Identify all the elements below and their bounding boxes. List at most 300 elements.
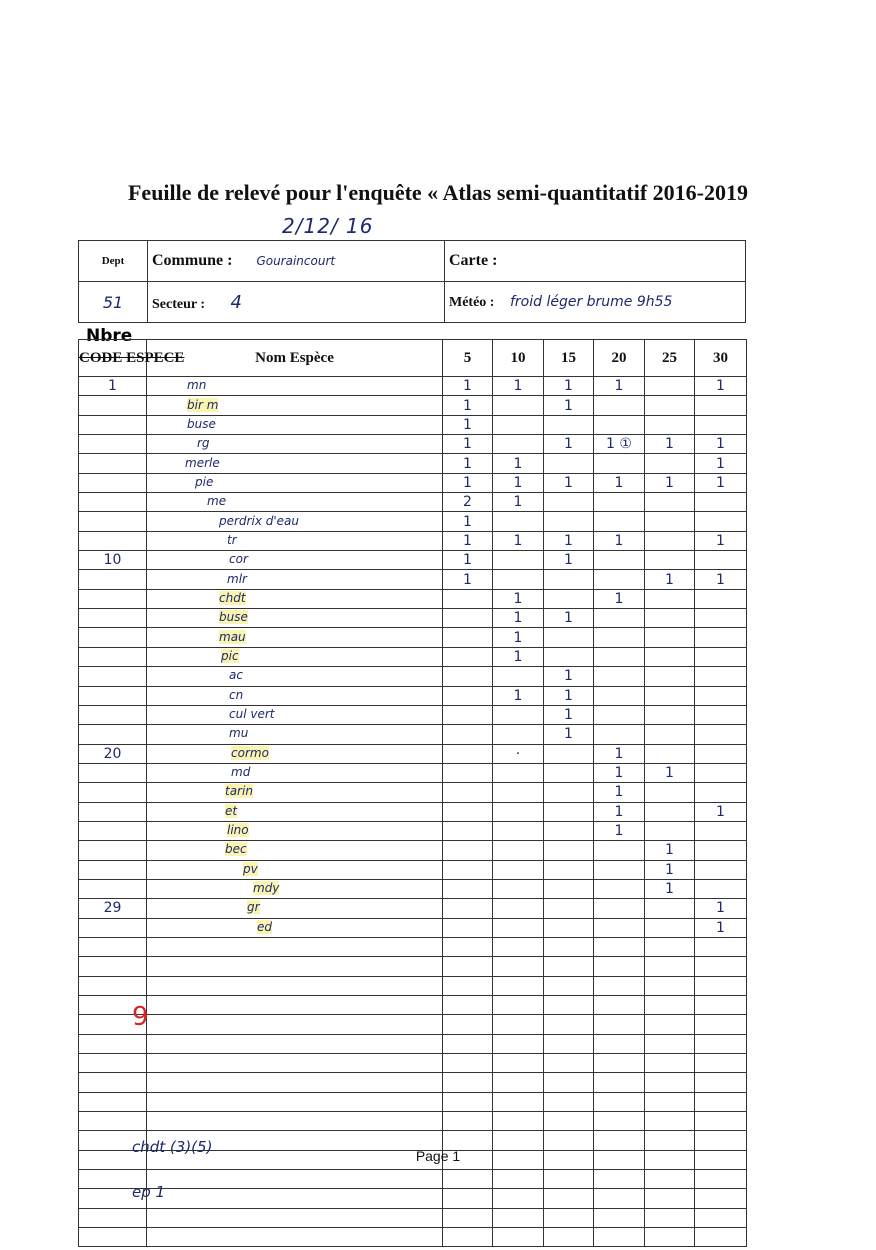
total-count: 9 xyxy=(132,1002,149,1032)
row-species-cell xyxy=(147,454,443,473)
count-cell xyxy=(544,918,594,937)
count-cell xyxy=(493,1189,544,1208)
count-cell xyxy=(695,1092,747,1111)
count-cell xyxy=(544,493,594,512)
count-cell xyxy=(493,860,544,879)
row-code xyxy=(79,1054,147,1073)
footer-note-1: chdt (3)(5) xyxy=(132,1138,213,1156)
row-species-cell xyxy=(147,1054,443,1073)
count-cell xyxy=(594,493,645,512)
row-species-cell xyxy=(147,1034,443,1053)
species-name: bec xyxy=(225,842,247,857)
table-row xyxy=(79,667,747,686)
table-row xyxy=(79,647,747,666)
count-cell: 1 xyxy=(443,377,493,396)
count-cell: 1 xyxy=(443,570,493,589)
count-cell: 1 xyxy=(695,435,747,454)
count-cell xyxy=(645,918,695,937)
count-cell: 1 xyxy=(544,551,594,570)
count-cell xyxy=(443,783,493,802)
count-cell xyxy=(493,396,544,415)
row-species-cell xyxy=(147,705,443,724)
count-cell xyxy=(544,976,594,995)
count-cell: 1 xyxy=(443,415,493,434)
count-cell: 1 xyxy=(645,473,695,492)
count-cell xyxy=(544,1092,594,1111)
row-species-cell xyxy=(147,879,443,898)
count-cell xyxy=(544,1054,594,1073)
count-cell xyxy=(443,1112,493,1131)
count-cell xyxy=(645,512,695,531)
count-cell xyxy=(544,1189,594,1208)
count-cell: 1 xyxy=(544,725,594,744)
count-cell xyxy=(695,1189,747,1208)
row-species-cell xyxy=(147,725,443,744)
count-cell: 1 xyxy=(695,473,747,492)
commune-value: Gouraincourt xyxy=(256,254,336,268)
count-cell: 1 xyxy=(594,531,645,550)
species-name: pie xyxy=(195,474,214,489)
species-name: pv xyxy=(243,861,258,876)
count-cell xyxy=(645,976,695,995)
row-species-cell xyxy=(147,473,443,492)
carte-cell xyxy=(445,241,746,282)
meteo-cell xyxy=(445,282,746,323)
count-cell xyxy=(695,1170,747,1189)
species-name: rg xyxy=(197,436,210,451)
count-cell xyxy=(443,1189,493,1208)
count-cell xyxy=(493,1034,544,1053)
table-row xyxy=(79,763,747,782)
row-species-cell xyxy=(147,802,443,821)
count-cell xyxy=(493,1170,544,1189)
count-cell xyxy=(594,551,645,570)
row-code: 10 xyxy=(79,551,147,570)
count-cell xyxy=(493,957,544,976)
row-code xyxy=(79,454,147,473)
count-cell xyxy=(645,1073,695,1092)
species-name: et xyxy=(225,803,238,818)
count-cell xyxy=(695,783,747,802)
row-code xyxy=(79,1208,147,1227)
count-cell xyxy=(443,976,493,995)
count-cell xyxy=(594,1228,645,1247)
table-row xyxy=(79,377,747,396)
row-species-cell xyxy=(147,860,443,879)
count-cell xyxy=(645,686,695,705)
row-code xyxy=(79,1073,147,1092)
count-cell: 1 xyxy=(443,473,493,492)
count-cell xyxy=(645,802,695,821)
count-cell xyxy=(594,647,645,666)
row-species-cell xyxy=(147,396,443,415)
table-row xyxy=(79,705,747,724)
count-cell xyxy=(443,1228,493,1247)
count-cell: 1 xyxy=(493,647,544,666)
count-cell xyxy=(645,609,695,628)
row-code xyxy=(79,628,147,647)
row-species-cell xyxy=(147,415,443,434)
table-row xyxy=(79,1073,747,1092)
count-cell xyxy=(544,415,594,434)
species-name: chdt xyxy=(219,590,246,605)
count-cell xyxy=(493,802,544,821)
row-code xyxy=(79,763,147,782)
count-cell xyxy=(443,918,493,937)
count-cell xyxy=(645,1208,695,1227)
row-species-cell xyxy=(147,957,443,976)
col-header: 10 xyxy=(493,340,544,377)
count-cell xyxy=(594,609,645,628)
count-cell xyxy=(695,1208,747,1227)
row-species-cell xyxy=(147,1189,443,1208)
species-name: me xyxy=(207,494,227,509)
count-cell: 1 xyxy=(594,783,645,802)
header-table xyxy=(78,240,746,323)
table-row xyxy=(79,744,747,763)
species-name: mau xyxy=(219,629,246,644)
count-cell: 1 ① xyxy=(594,435,645,454)
count-cell: 1 xyxy=(493,493,544,512)
row-code xyxy=(79,1228,147,1247)
count-cell xyxy=(645,725,695,744)
row-species-cell xyxy=(147,763,443,782)
count-cell xyxy=(594,841,645,860)
table-row xyxy=(79,589,747,608)
count-cell xyxy=(493,879,544,898)
count-cell xyxy=(443,667,493,686)
count-cell xyxy=(493,1228,544,1247)
count-cell xyxy=(443,725,493,744)
meteo-value: froid léger brume 9h55 xyxy=(509,293,673,310)
count-cell: 1 xyxy=(443,435,493,454)
row-species-cell xyxy=(147,918,443,937)
count-cell xyxy=(443,1034,493,1053)
species-name: ac xyxy=(229,668,243,683)
count-cell xyxy=(443,1054,493,1073)
table-row xyxy=(79,473,747,492)
count-cell xyxy=(493,512,544,531)
row-code xyxy=(79,609,147,628)
count-cell xyxy=(544,589,594,608)
species-name: mdy xyxy=(253,881,280,896)
row-species-cell xyxy=(147,1112,443,1131)
row-code: 29 xyxy=(79,899,147,918)
count-cell: 1 xyxy=(594,802,645,821)
count-cell xyxy=(695,841,747,860)
count-cell: 1 xyxy=(493,377,544,396)
count-cell xyxy=(443,1092,493,1111)
table-row xyxy=(79,841,747,860)
row-code xyxy=(79,1034,147,1053)
count-cell xyxy=(443,589,493,608)
count-cell xyxy=(695,860,747,879)
page-title: Feuille de relevé pour l'enquête « Atlas semi-quantitatif 2016-2019 xyxy=(127,180,749,205)
count-cell xyxy=(695,821,747,840)
row-code xyxy=(79,512,147,531)
count-cell xyxy=(493,415,544,434)
row-code xyxy=(79,783,147,802)
table-row xyxy=(79,551,747,570)
species-name: perdrix d'eau xyxy=(219,513,299,528)
count-cell: 2 xyxy=(443,493,493,512)
count-cell: 1 xyxy=(594,763,645,782)
row-species-cell xyxy=(147,609,443,628)
count-cell xyxy=(544,1208,594,1227)
count-cell: 1 xyxy=(544,667,594,686)
row-species-cell xyxy=(147,744,443,763)
count-cell: 1 xyxy=(544,531,594,550)
table-row xyxy=(79,1015,747,1034)
table-row xyxy=(79,725,747,744)
count-cell xyxy=(493,1073,544,1092)
count-cell: 1 xyxy=(695,531,747,550)
count-cell xyxy=(493,937,544,956)
count-cell xyxy=(695,957,747,976)
count-cell: 1 xyxy=(493,454,544,473)
count-cell xyxy=(544,570,594,589)
count-cell xyxy=(695,1073,747,1092)
count-cell xyxy=(443,1073,493,1092)
count-cell xyxy=(544,802,594,821)
count-cell xyxy=(645,1170,695,1189)
count-cell xyxy=(493,996,544,1015)
row-species-cell xyxy=(147,667,443,686)
table-row xyxy=(79,570,747,589)
row-code xyxy=(79,396,147,415)
row-species-cell xyxy=(147,1228,443,1247)
count-cell xyxy=(695,667,747,686)
count-cell: 1 xyxy=(443,454,493,473)
count-cell xyxy=(645,531,695,550)
count-cell: 1 xyxy=(645,860,695,879)
row-code xyxy=(79,705,147,724)
count-cell xyxy=(544,1228,594,1247)
count-cell xyxy=(493,763,544,782)
count-cell xyxy=(443,996,493,1015)
count-cell: 1 xyxy=(544,473,594,492)
count-cell xyxy=(645,1015,695,1034)
row-code xyxy=(79,570,147,589)
row-species-cell xyxy=(147,996,443,1015)
count-cell: 1 xyxy=(645,841,695,860)
count-cell xyxy=(443,899,493,918)
count-cell xyxy=(493,841,544,860)
secteur-value: 4 xyxy=(230,291,242,313)
row-code xyxy=(79,531,147,550)
count-cell xyxy=(594,1054,645,1073)
row-code xyxy=(79,879,147,898)
table-row xyxy=(79,1208,747,1227)
row-species-cell xyxy=(147,512,443,531)
species-name: gr xyxy=(247,900,260,915)
count-cell xyxy=(645,1092,695,1111)
count-cell xyxy=(594,570,645,589)
count-cell xyxy=(493,705,544,724)
table-row xyxy=(79,628,747,647)
count-cell xyxy=(645,821,695,840)
count-cell xyxy=(544,841,594,860)
table-row xyxy=(79,976,747,995)
count-cell xyxy=(594,996,645,1015)
count-cell xyxy=(544,860,594,879)
count-cell xyxy=(645,415,695,434)
count-cell: 1 xyxy=(594,821,645,840)
count-cell xyxy=(443,647,493,666)
table-row xyxy=(79,783,747,802)
count-cell: 1 xyxy=(544,705,594,724)
count-cell xyxy=(493,551,544,570)
count-cell xyxy=(645,957,695,976)
count-cell xyxy=(544,879,594,898)
count-cell xyxy=(594,725,645,744)
col-header: 15 xyxy=(544,340,594,377)
count-cell xyxy=(493,918,544,937)
count-cell: 1 xyxy=(695,454,747,473)
species-name: mlr xyxy=(227,571,247,586)
count-cell xyxy=(695,1015,747,1034)
count-cell xyxy=(544,1073,594,1092)
count-cell xyxy=(695,879,747,898)
count-cell xyxy=(443,860,493,879)
table-row xyxy=(79,493,747,512)
count-cell: 1 xyxy=(493,609,544,628)
row-species-cell xyxy=(147,493,443,512)
table-row xyxy=(79,899,747,918)
count-cell: 1 xyxy=(544,435,594,454)
row-species-cell xyxy=(147,647,443,666)
meteo-label: Météo : xyxy=(449,294,495,310)
count-cell xyxy=(594,512,645,531)
count-cell xyxy=(443,1170,493,1189)
row-code: 20 xyxy=(79,744,147,763)
count-cell xyxy=(695,763,747,782)
count-cell xyxy=(594,1034,645,1053)
count-cell xyxy=(544,1112,594,1131)
count-cell xyxy=(493,821,544,840)
count-cell xyxy=(493,435,544,454)
count-cell xyxy=(695,415,747,434)
count-cell xyxy=(594,937,645,956)
count-cell xyxy=(443,937,493,956)
table-header-row xyxy=(79,340,747,377)
species-name: pic xyxy=(221,648,239,663)
row-code xyxy=(79,937,147,956)
count-cell: · xyxy=(493,744,544,763)
table-row xyxy=(79,1228,747,1247)
count-cell xyxy=(443,609,493,628)
count-cell xyxy=(594,1092,645,1111)
count-cell xyxy=(645,1112,695,1131)
count-cell xyxy=(443,957,493,976)
table-row xyxy=(79,531,747,550)
count-cell xyxy=(544,763,594,782)
count-cell: 1 xyxy=(594,744,645,763)
species-name: merle xyxy=(185,455,220,470)
table-row xyxy=(79,802,747,821)
count-cell xyxy=(645,377,695,396)
count-cell xyxy=(594,1015,645,1034)
count-cell: 1 xyxy=(493,589,544,608)
count-cell xyxy=(544,744,594,763)
row-species-cell xyxy=(147,783,443,802)
species-name: tarin xyxy=(225,784,253,799)
count-cell xyxy=(493,1112,544,1131)
row-species-cell xyxy=(147,937,443,956)
count-cell xyxy=(695,396,747,415)
table-row xyxy=(79,1189,747,1208)
row-code xyxy=(79,667,147,686)
count-cell xyxy=(645,667,695,686)
table-row xyxy=(79,435,747,454)
species-name: cormo xyxy=(231,745,269,760)
species-name: bir m xyxy=(187,397,219,412)
row-species-cell xyxy=(147,570,443,589)
row-species-cell xyxy=(147,377,443,396)
count-cell xyxy=(544,628,594,647)
table-row xyxy=(79,1034,747,1053)
row-code xyxy=(79,957,147,976)
row-species-cell xyxy=(147,435,443,454)
species-table xyxy=(78,339,747,1247)
count-cell xyxy=(695,493,747,512)
count-cell xyxy=(544,937,594,956)
count-cell xyxy=(695,512,747,531)
count-cell: 1 xyxy=(695,899,747,918)
count-cell: 1 xyxy=(695,802,747,821)
nbre-label: Nbre xyxy=(86,326,133,346)
count-cell xyxy=(594,667,645,686)
count-cell: 1 xyxy=(594,473,645,492)
row-code xyxy=(79,473,147,492)
count-cell xyxy=(645,744,695,763)
count-cell xyxy=(645,996,695,1015)
count-cell xyxy=(695,725,747,744)
count-cell xyxy=(645,899,695,918)
count-cell xyxy=(695,1054,747,1073)
species-name: buse xyxy=(219,610,248,625)
count-cell xyxy=(645,1189,695,1208)
count-cell xyxy=(544,1015,594,1034)
count-cell xyxy=(695,647,747,666)
table-row xyxy=(79,937,747,956)
count-cell xyxy=(695,744,747,763)
col-header: 5 xyxy=(443,340,493,377)
row-species-cell xyxy=(147,1073,443,1092)
count-cell xyxy=(544,1034,594,1053)
count-cell xyxy=(544,647,594,666)
count-cell xyxy=(443,802,493,821)
count-cell xyxy=(544,454,594,473)
count-cell xyxy=(443,763,493,782)
row-species-cell xyxy=(147,899,443,918)
table-row xyxy=(79,415,747,434)
count-cell xyxy=(645,705,695,724)
row-species-cell xyxy=(147,1170,443,1189)
count-cell xyxy=(594,918,645,937)
count-cell xyxy=(645,396,695,415)
count-cell xyxy=(695,686,747,705)
count-cell xyxy=(544,512,594,531)
count-cell xyxy=(594,860,645,879)
carte-label: Carte : xyxy=(449,252,498,269)
count-cell xyxy=(594,1170,645,1189)
count-cell xyxy=(443,821,493,840)
row-code xyxy=(79,589,147,608)
count-cell xyxy=(594,879,645,898)
row-code xyxy=(79,860,147,879)
count-cell: 1 xyxy=(493,531,544,550)
